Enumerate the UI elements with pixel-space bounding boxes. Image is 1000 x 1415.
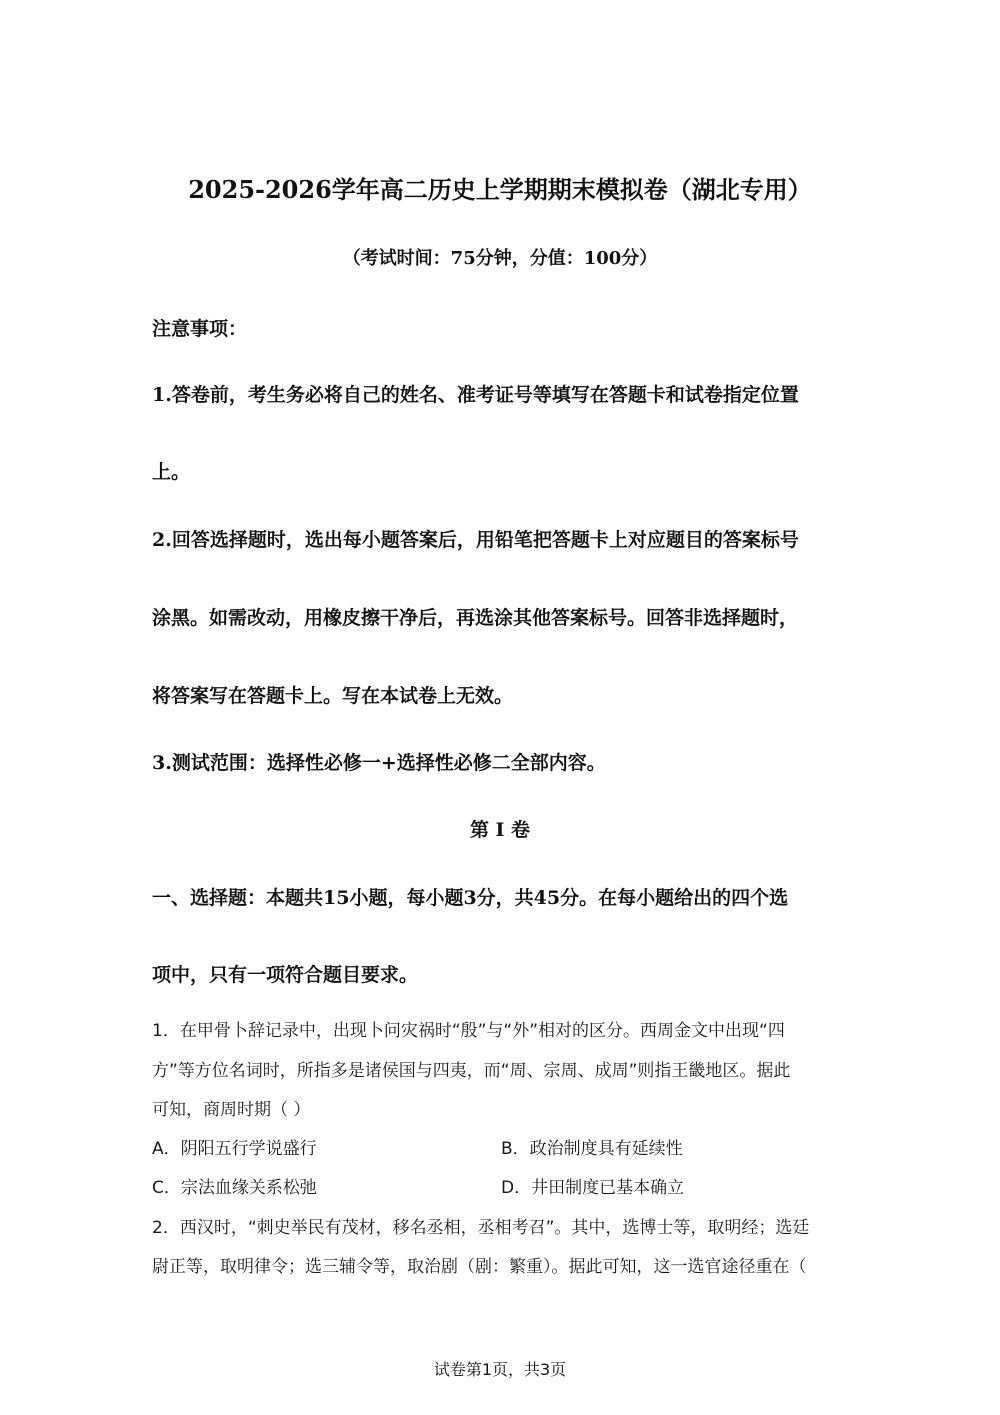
question-2-line-2: 尉正等，取明律令；选三辅令等，取治剧（剧：繁重）。据此可知，这一选官途径重在（ <box>152 1257 807 1277</box>
exam-subtitle: （考试时间：75分钟，分值：100分） <box>342 248 658 269</box>
question-1-option-c[interactable]: C．宗法血缘关系松弛 <box>152 1178 317 1198</box>
section-instruction-line-1: 一、选择题：本题共15小题，每小题3分，共45分。在每小题给出的四个选 <box>152 887 789 909</box>
note-line-3: 2.回答选择题时，选出每小题答案后，用铅笔把答题卡上对应题目的答案标号 <box>152 529 799 551</box>
exam-title: 2025-2026学年高二历史上学期期末模拟卷（湖北专用） <box>188 175 812 204</box>
note-line-5: 将答案写在答题卡上。写在本试卷上无效。 <box>152 685 514 707</box>
question-2-line-1: 2．西汉时，“刺史举民有茂材，移名丞相，丞相考召”。其中，选博士等，取明经；选廷 <box>152 1218 810 1238</box>
question-1-option-a[interactable]: A．阴阳五行学说盛行 <box>152 1139 317 1159</box>
section-instruction-line-2: 项中，只有一项符合题目要求。 <box>152 964 419 986</box>
note-line-2: 上。 <box>152 461 191 483</box>
question-1-line-3: 可知，商周时期（ ） <box>152 1100 311 1120</box>
note-line-1: 1.答卷前，考生务必将自己的姓名、准考证号等填写在答题卡和试卷指定位置 <box>152 384 799 406</box>
page-footer: 试卷第1页，共3页 <box>433 1360 567 1379</box>
question-1-line-2: 方”等方位名词时，所指多是诸侯国与四夷，而“周、宗周、成周”则指王畿地区。据此 <box>152 1061 791 1081</box>
volume-heading: 第 I 卷 <box>469 819 531 841</box>
question-1-line-1: 1．在甲骨卜辞记录中，出现卜问灾祸时“殷”与“外”相对的区分。西周金文中出现“四 <box>152 1021 785 1041</box>
note-line-6: 3.测试范围：选择性必修一+选择性必修二全部内容。 <box>152 752 606 774</box>
note-line-4: 涂黑。如需改动，用橡皮擦干净后，再选涂其他答案标号。回答非选择题时， <box>152 607 799 629</box>
notes-heading: 注意事项： <box>152 318 248 340</box>
question-1-option-b[interactable]: B．政治制度具有延续性 <box>501 1139 683 1159</box>
question-1-option-d[interactable]: D．井田制度已基本确立 <box>501 1178 685 1198</box>
